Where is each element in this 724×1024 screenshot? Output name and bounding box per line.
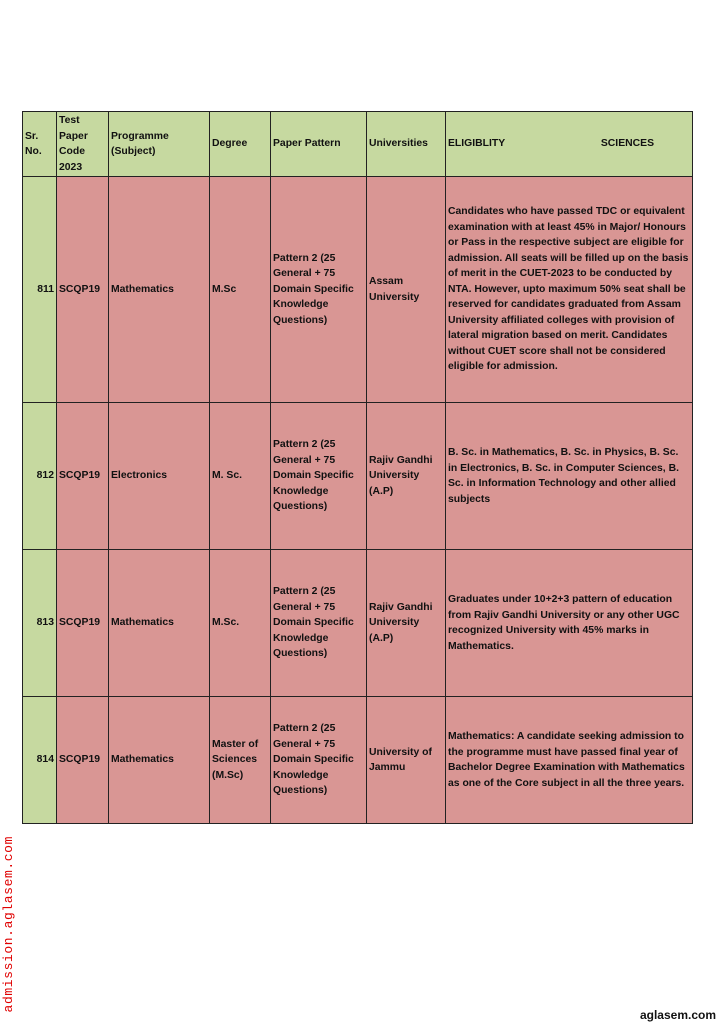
header-eligibility: [446, 112, 693, 177]
paper-pattern-cell: Pattern 2 (25 General + 75 Domain Specific Knowledge Questions): [271, 403, 367, 550]
eligibility-cell: Mathematics: A candidate seeking admission to the programme must have passed final year of Bachelor Degree Examination with Mathematics as one of the Core subject in all the three years.: [446, 697, 693, 824]
sr-no-cell: 812: [23, 403, 57, 550]
header-section-label: SCIENCES: [600, 138, 654, 150]
header-programme: Programme (Subject): [109, 112, 210, 177]
header-universities: Universities: [367, 112, 446, 177]
eligibility-table: [22, 111, 693, 824]
paper-pattern-cell: Pattern 2 (25 General + 75 Domain Specific Knowledge Questions): [271, 697, 367, 824]
eligibility-cell: Graduates under 10+2+3 pattern of education from Rajiv Gandhi University or any other UGC recognized University with 45% marks in Mathematics.: [446, 550, 693, 697]
sr-no-cell: 814: [23, 697, 57, 824]
test-paper-code-cell: SCQP19: [57, 403, 109, 550]
university-cell: Rajiv Gandhi University (A.P): [367, 550, 446, 697]
test-paper-code-cell: SCQP19: [57, 177, 109, 403]
header-eligibility-label: ELIGIBLITY: [448, 138, 506, 150]
programme-cell: Electronics: [109, 403, 210, 550]
header-test-paper-code: Test Paper Code 2023: [57, 112, 109, 177]
table-row: [23, 177, 693, 403]
degree-cell: Master of Sciences (M.Sc): [210, 697, 271, 824]
table-row: [23, 403, 693, 550]
degree-cell: M. Sc.: [210, 403, 271, 550]
paper-pattern-cell: Pattern 2 (25 General + 75 Domain Specific Knowledge Questions): [271, 550, 367, 697]
footer-watermark: aglasem.com: [639, 1008, 716, 1022]
programme-cell: Mathematics: [109, 697, 210, 824]
programme-cell: Mathematics: [109, 550, 210, 697]
university-cell: Assam University: [367, 177, 446, 403]
paper-pattern-cell: Pattern 2 (25 General + 75 Domain Specific Knowledge Questions): [271, 177, 367, 403]
table-row: [23, 697, 693, 824]
degree-cell: M.Sc.: [210, 550, 271, 697]
university-cell: Rajiv Gandhi University (A.P): [367, 403, 446, 550]
test-paper-code-cell: SCQP19: [57, 697, 109, 824]
table-header-row: [23, 112, 693, 177]
header-degree: Degree: [210, 112, 271, 177]
sr-no-cell: 813: [23, 550, 57, 697]
eligibility-cell: B. Sc. in Mathematics, B. Sc. in Physics, B. Sc. in Electronics, B. Sc. in Computer Sciences, B. Sc. in Information Technology and other allied subjects: [446, 403, 693, 550]
test-paper-code-cell: SCQP19: [57, 550, 109, 697]
header-sr-no: Sr. No.: [23, 112, 57, 177]
eligibility-cell: Candidates who have passed TDC or equivalent examination with at least 45% in Major/ Honours or Pass in the respective subject are eligible for admission. All seats will be filled up on the basis of merit in the CUET-2023 to be conducted by NTA. However, upto maximum 50% seat shall be reserved for candidates graduated from Assam University affiliated colleges with provision of lateral migration based on merit. Candidates without CUET score shall not be considered eligible for admission.: [446, 177, 693, 403]
programme-cell: Mathematics: [109, 177, 210, 403]
degree-cell: M.Sc: [210, 177, 271, 403]
university-cell: University of Jammu: [367, 697, 446, 824]
table-row: [23, 550, 693, 697]
side-watermark: admission.aglasem.com: [1, 835, 16, 1012]
header-paper-pattern: Paper Pattern: [271, 112, 367, 177]
sr-no-cell: 811: [23, 177, 57, 403]
